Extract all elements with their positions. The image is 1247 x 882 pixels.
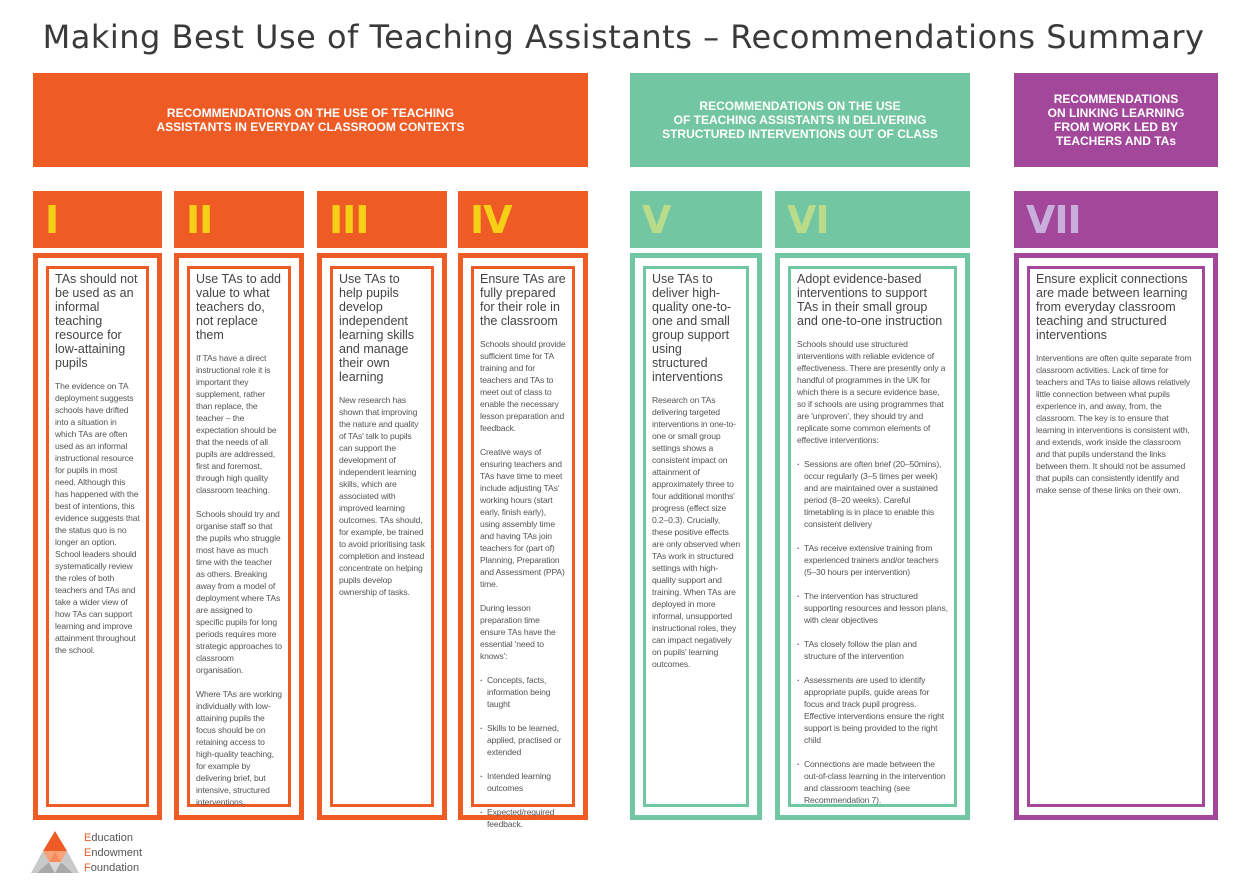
card-paragraph: Schools should use structured interventions with reliable evidence of effectiveness. There are presently only a handful of programmes in the UK for which there is a secure evidence base, so if schools are using programmes that are 'unproven', they should try and replicate some common elements of effective interventions:: [797, 339, 946, 445]
card-paragraph: Schools should try and organise staff so that the pupils who struggle most have as much time with the teacher as others. Breaking away from a model of deployment where TAs are assigned to specific pupils for long periods requires more strategic approaches to classroom organisation.: [196, 509, 282, 675]
eef-logo: [30, 829, 180, 879]
logo-line2: ndowment: [91, 847, 143, 859]
card-title: Use TAs to deliver high-quality one-to-one and small group support using structured interventions: [652, 272, 732, 384]
card-bullet: · Intended learning outcomes: [480, 770, 566, 794]
card-bullet: · TAs receive extensive training from experienced trainers and/or teachers (5–30 hours per intervention): [797, 542, 948, 578]
card-paragraph: Research on TAs delivering targeted interventions in one-to-one or small group settings shows a consistent impact on attainment of approximately three to four additional months' progress (effect size 0.2–0.3). Crucially, these positive effects are only observed when TAs work in structured settings with high-quality support and training. When TAs are deployed in more informal, unsupported instructional roles, they can impact negatively on pupils' learning outcomes.: [652, 395, 740, 669]
recommendation-card-i: [33, 253, 162, 820]
card-bullet: · The intervention has structured supporting resources and lesson plans, with clear objectives: [797, 590, 948, 626]
numeral-iv: IV: [458, 191, 588, 248]
numeral-vii: VII: [1014, 191, 1218, 248]
card-bullet: · Concepts, facts, information being taught: [480, 674, 566, 710]
logo-letter-e2: E: [84, 847, 92, 859]
card-title: Adopt evidence-based interventions to support TAs in their small group and one-to-one instruction: [797, 272, 943, 328]
numeral-iii: III: [317, 191, 447, 248]
numeral-i: I: [33, 191, 162, 248]
card-title: Use TAs to help pupils develop independent learning skills and manage their own learning: [339, 272, 415, 384]
card-paragraph: Schools should provide sufficient time for TA training and for teachers and TAs to meet out of class to enable the necessary lesson preparation and feedback.: [480, 339, 566, 433]
logo-letter-e1: E: [84, 832, 92, 844]
card-paragraph: Interventions are often quite separate from classroom activities. Lack of time for teachers and TAs to liaise allows relatively little connection between what pupils experience in, and away, from, the classroom. The key is to ensure that learning in interventions is consistent with, and extends, work inside the classroom and that pupils understand the links between them. It should not be assumed that pupils can consistently identify and make sense of these links on their own.: [1036, 353, 1192, 495]
card-bullet: · Assessments are used to identify appropriate pupils, guide areas for focus and track pupil progress. Effective interventions ensure the right support is being provided to the right child: [797, 674, 948, 746]
card-paragraph: New research has shown that improving the nature and quality of TAs' talk to pupils can support the development of independent learning skills, which are associated with improved learning outcomes. TAs should, for example, be trained to avoid prioritising task completion and instead concentrate on helping pupils develop ownership of tasks.: [339, 395, 425, 597]
recommendation-card-vi: [775, 253, 970, 820]
card-title: TAs should not be used as an informal teaching resource for low-attaining pupils: [55, 272, 138, 370]
header-linking-learning: RECOMMENDATIONS ON LINKING LEARNING FROM WORK LED BY TEACHERS AND TAs: [1014, 73, 1218, 167]
recommendation-card-iv: [458, 253, 588, 829]
card-bullet: · Expected/required feedback.: [480, 806, 566, 830]
numeral-v: V: [630, 191, 762, 248]
page-title: Making Best Use of Teaching Assistants – Recommendations Summary: [42, 18, 1205, 56]
card-title: Use TAs to add value to what teachers do, not replace them: [196, 272, 281, 342]
logo-line1: ducation: [91, 832, 133, 844]
card-bullet: · Sessions are often brief (20–50mins), occur regularly (3–5 times per week) and are maintained over a sustained period (8–20 weeks). Careful timetabling is in place to enable this consistent delivery: [797, 458, 948, 530]
recommendation-card-iii: [317, 253, 447, 820]
card-paragraph: During lesson preparation time ensure TAs have the essential 'need to knows':: [480, 603, 556, 661]
card-paragraph: If TAs have a direct instructional role it is important they supplement, rather than replace, the teacher – the expectation should be that the needs of all pupils are addressed, first and foremost, through high quality classroom teaching.: [196, 353, 277, 495]
card-paragraph: Where TAs are working individually with low-attaining pupils the focus should be on retaining access to high-quality teaching, for example by delivering brief, but intensive, structured interventions.: [196, 689, 282, 807]
header-classroom-contexts: RECOMMENDATIONS ON THE USE OF TEACHING ASSISTANTS IN EVERYDAY CLASSROOM CONTEXTS: [33, 73, 588, 167]
card-paragraph: The evidence on TA deployment suggests schools have drifted into a situation in which TAs are often used as an informal instructional resource for pupils in most need. Although this has happened with the best of intentions, this evidence suggests that the status quo is no longer an option. School leaders should systematically review the roles of both teachers and TAs and take a wider view of how TAs can support learning and improve attainment throughout the school.: [55, 381, 140, 655]
card-title: Ensure TAs are fully prepared for their role in the classroom: [480, 272, 566, 328]
card-bullet: · TAs closely follow the plan and structure of the intervention: [797, 638, 948, 662]
card-bullet: · Connections are made between the out-of-class learning in the intervention and classroom teaching (see Recommendation 7).: [797, 758, 948, 806]
numeral-vi: VI: [775, 191, 970, 248]
eef-triangle-icon: [30, 829, 80, 877]
card-bullet: · Skills to be learned, applied, practised or extended: [480, 722, 566, 758]
logo-letter-f: F: [84, 862, 91, 874]
header-structured-interventions: RECOMMENDATIONS ON THE USE OF TEACHING ASSISTANTS IN DELIVERING STRUCTURED INTERVENTIONS OUT OF CLASS: [630, 73, 970, 167]
card-title: Ensure explicit connections are made between learning from everyday classroom teaching and structured interventions: [1036, 272, 1188, 342]
recommendation-card-ii: [174, 253, 304, 820]
card-paragraph: Creative ways of ensuring teachers and TAs have time to meet include adjusting TAs' working hours (start early, finish early), using assembly time and having TAs join teachers for (part of) Planning, Preparation and Assessment (PPA) time.: [480, 447, 565, 589]
recommendation-card-v: [630, 253, 762, 820]
numeral-ii: II: [174, 191, 304, 248]
recommendation-card-vii: [1014, 253, 1218, 820]
logo-line3: oundation: [90, 862, 140, 874]
eef-logo-text: [84, 831, 142, 876]
